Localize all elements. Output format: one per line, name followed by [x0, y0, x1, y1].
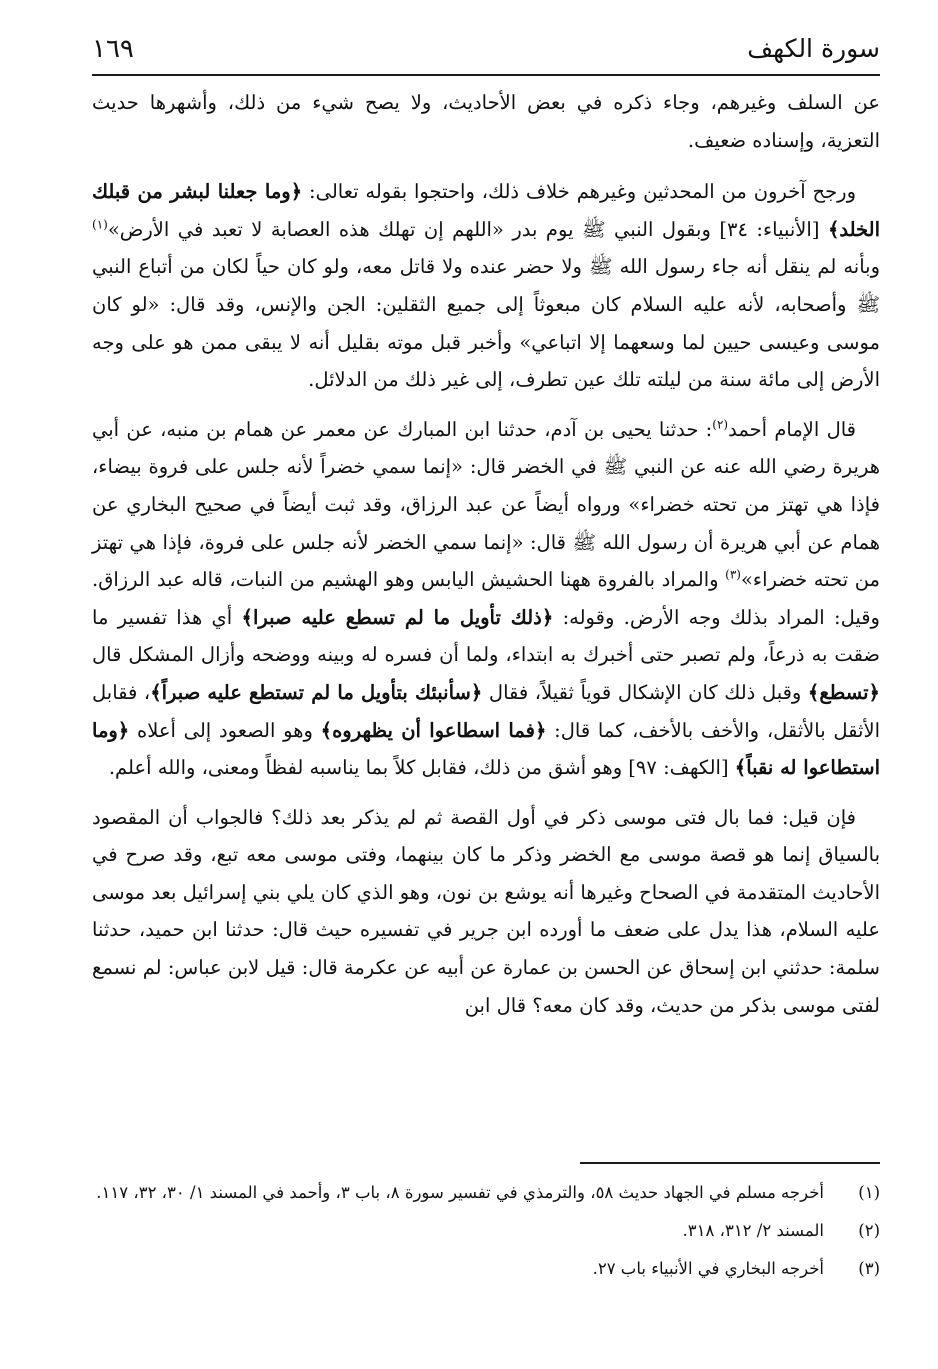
- paragraph-3-text-d: أي هذا تفسير ما ضقت به ذرعاً، ولم تصبر حتى أخبرك به ابتداء، ولما أن فسره له وبينه ووضحه وأزال المشكل قال: [92, 605, 880, 667]
- paragraph-3-text-g: وهو الصعود إلى أعلاه: [129, 718, 321, 742]
- running-header: [92, 30, 880, 76]
- paragraph-2: [92, 173, 880, 399]
- quran-verse: ﴿ذلك تأويل ما لم تسطع عليه صبرا﴾: [241, 605, 554, 629]
- footnote-1: [92, 1178, 880, 1208]
- footnote-text: المسند ٢/ ٣١٢، ٣١٨.: [682, 1221, 824, 1240]
- paragraph-3-text-h: [الكهف: ٩٧] وهو أشق من ذلك، فقابل كلاً بما يناسبه لفظاً ومعنى، والله أعلم.: [108, 756, 735, 780]
- quran-verse: ﴿وما جعلنا لبشر من قبلك الخلد﴾: [92, 180, 881, 241]
- paragraph-3-text-a: قال الإمام أحمد: [728, 417, 856, 441]
- footnotes: [92, 1178, 880, 1292]
- footnote-ref-2[interactable]: (٢): [712, 417, 729, 432]
- quran-verse: ﴿سأنبئك بتأويل ما لم تستطع عليه صبراً﴾: [150, 680, 483, 704]
- paragraph-3-text-b: : حدثنا يحيى بن آدم، حدثنا ابن المبارك عن معمر عن همام بن منبه، عن أبي هريرة رضي الله عنه عن النبي ﷺ في الخضر قال: «إنما سمي خضراً لأنه جلس على فروة بيضاء، فإذا هي تهتز من تحته خضراء» ورواه أيضاً عن عبد الرزاق، وقد ثبت أيضاً في صحيح البخاري عن همام عن أبي هريرة أن رسول الله ﷺ قال: «إنما سمي الخضر لأنه جلس على فروة، فإذا هي تهتز من تحته خضراء»: [92, 417, 881, 592]
- paragraph-1: [92, 84, 880, 159]
- paragraph-2-text-c: وبأنه لم ينقل أنه جاء رسول الله ﷺ ولا حضر عنده ولا قاتل معه، ولو كان حياً لكان من أتباع النبي ﷺ وأصحابه، لأنه عليه السلام كان مبعوثاً إلى جميع الثقلين: الجن والإنس، وقد قال: «لو كان موسى وعيسى حيين لما وسعهما إلا اتباعي» وأخبر قبل موته بقليل أنه لا يبقى ممن هو على وجه الأرض إلى مائة سنة من ليلته تلك عين تطرف، إلى غير ذلك من الدلائل.: [92, 255, 880, 392]
- footnote-number: (٢): [858, 1221, 880, 1240]
- paragraph-4: [92, 799, 880, 1025]
- paragraph-3-text-e: وقبل ذلك كان الإشكال قوياً ثقيلاً، فقال: [482, 680, 808, 704]
- footnote-text: أخرجه البخاري في الأنبياء باب ٢٧.: [592, 1259, 824, 1278]
- quran-verse: ﴿فما اسطاعوا أن يظهروه﴾: [320, 718, 547, 742]
- footnote-ref-1[interactable]: (١): [92, 217, 108, 232]
- paragraph-3: [92, 411, 880, 787]
- footnote-number: (٣): [858, 1259, 880, 1278]
- quran-verse: ﴿تسطع﴾: [807, 680, 880, 704]
- main-text: [92, 84, 880, 1036]
- quran-verse: ﴿وما استطاعوا له نقباً﴾: [92, 718, 880, 780]
- surah-title: سورة الكهف: [747, 34, 880, 63]
- paragraph-3-text-f: ، فقابل الأثقل بالأثقل، والأخف بالأخف، كما قال:: [92, 680, 880, 742]
- paragraph-2-text-a: ورجح آخرون من المحدثين وغيرهم خلاف ذلك، واحتجوا بقوله تعالى:: [302, 180, 856, 204]
- footnote-ref-3[interactable]: (٣): [725, 567, 741, 582]
- footnote-divider: [580, 1162, 880, 1164]
- page-number: ١٦٩: [92, 34, 134, 64]
- paragraph-1-text: عن السلف وغيرهم، وجاء ذكره في بعض الأحاديث، ولا يصح شيء من ذلك، وأشهرها حديث التعزية، وإسناده ضعيف.: [92, 91, 880, 152]
- paragraph-3-text-c: والمراد بالفروة ههنا الحشيش اليابس وهو الهشيم من النبات، قاله عبد الرزاق. وقيل: المراد بذلك وجه الأرض. وقوله:: [92, 568, 880, 629]
- footnote-number: (١): [858, 1183, 880, 1202]
- footnote-text: أخرجه مسلم في الجهاد حديث ٥٨، والترمذي في تفسير سورة ٨، باب ٣، وأحمد في المسند ١/ ٣٠، ٣٢، ١١٧.: [96, 1183, 824, 1202]
- paragraph-4-text: فإن قيل: فما بال فتى موسى ذكر في أول القصة ثم لم يذكر بعد ذلك؟ فالجواب أن المقصود بالسياق إنما هو قصة موسى مع الخضر وذكر ما كان بينهما، وفتى موسى معه تبع، وقد صرح في الأحاديث المتقدمة في الصحاح وغيرها أنه يوشع بن نون، وهو الذي كان يلي بني إسرائيل بعد موسى عليه السلام، هذا يدل على ضعف ما أورده ابن جرير في تفسيره حيث قال: حدثنا ابن حميد، حدثنا سلمة: حدثني ابن إسحاق عن الحسن بن عمارة عن أبيه عن عكرمة قال: قيل لابن عباس: لم نسمع لفتى موسى بذكر من حديث، وقد كان معه؟ قال ابن: [92, 805, 880, 1017]
- footnote-3: [92, 1254, 880, 1284]
- footnote-2: [92, 1216, 880, 1246]
- paragraph-2-text-b: [الأنبياء: ٣٤] وبقول النبي ﷺ يوم بدر «اللهم إن تهلك هذه العصابة لا تعبد في الأرض»: [107, 217, 828, 241]
